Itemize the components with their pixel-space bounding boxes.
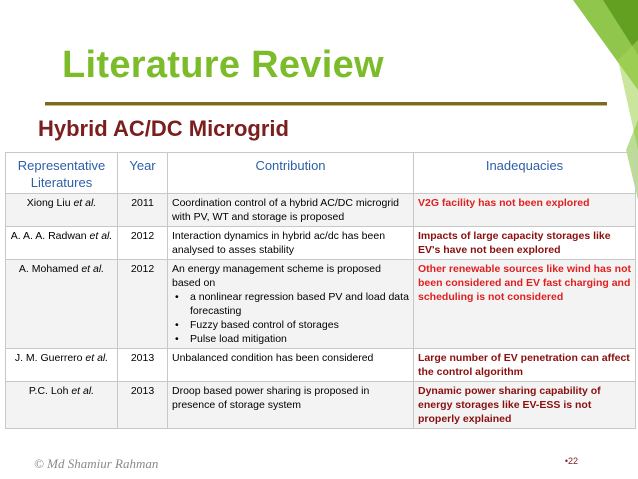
inadequacy-cell: Impacts of large capacity storages like EV's have not been explored — [414, 227, 636, 260]
author-cell: P.C. Loh et al. — [6, 382, 118, 429]
contribution-cell: Coordination control of a hybrid AC/DC microgrid with PV, WT and storage is proposed — [168, 194, 414, 227]
contribution-bullets — [172, 290, 409, 346]
header-inadequacies: Inadequacies — [414, 153, 636, 194]
bullet-item: • Fuzzy based control of storages — [172, 318, 409, 332]
table-row — [6, 260, 636, 349]
inadequacy-cell: Dynamic power sharing capability of energy storages like EV-ESS is not properly explained — [414, 382, 636, 429]
literature-table — [5, 152, 636, 429]
bullet-item: • Pulse load mitigation — [172, 332, 409, 346]
inadequacy-cell: Large number of EV penetration can affect the control algorithm — [414, 349, 636, 382]
author-cell: A. Mohamed et al. — [6, 260, 118, 349]
contribution-text: An energy management scheme is proposed based on — [172, 263, 381, 289]
title-underline-light — [45, 105, 607, 106]
contribution-cell: Interaction dynamics in hybrid ac/dc has been analysed to asses stability — [168, 227, 414, 260]
table-row — [6, 194, 636, 227]
year-cell: 2011 — [118, 194, 168, 227]
inadequacy-cell: V2G facility has not been explored — [414, 194, 636, 227]
table-row — [6, 382, 636, 429]
slide-subtitle: Hybrid AC/DC Microgrid — [38, 116, 289, 141]
contribution-cell: Droop based power sharing is proposed in presence of storage system — [168, 382, 414, 429]
year-cell: 2012 — [118, 260, 168, 349]
contribution-cell: Unbalanced condition has been considered — [168, 349, 414, 382]
inadequacy-cell: Other renewable sources like wind has not been considered and EV fast charging and scheduling is not considered — [414, 260, 636, 349]
header-literatures: Representative Literatures — [6, 153, 118, 194]
author-cell: Xiong Liu et al. — [6, 194, 118, 227]
slide-number: •22 — [564, 456, 578, 466]
author-cell: A. A. A. Radwan et al. — [6, 227, 118, 260]
header-contribution: Contribution — [168, 153, 414, 194]
contribution-cell — [168, 260, 414, 349]
author-cell: J. M. Guerrero et al. — [6, 349, 118, 382]
slide-title: Literature Review — [62, 44, 384, 86]
year-cell: 2012 — [118, 227, 168, 260]
table-row — [6, 349, 636, 382]
footer-credit: © Md Shamiur Rahman — [34, 456, 159, 471]
table-row — [6, 227, 636, 260]
table-header-row — [6, 153, 636, 194]
bullet-item: • a nonlinear regression based PV and load data forecasting — [172, 290, 409, 318]
year-cell: 2013 — [118, 382, 168, 429]
header-year: Year — [118, 153, 168, 194]
year-cell: 2013 — [118, 349, 168, 382]
